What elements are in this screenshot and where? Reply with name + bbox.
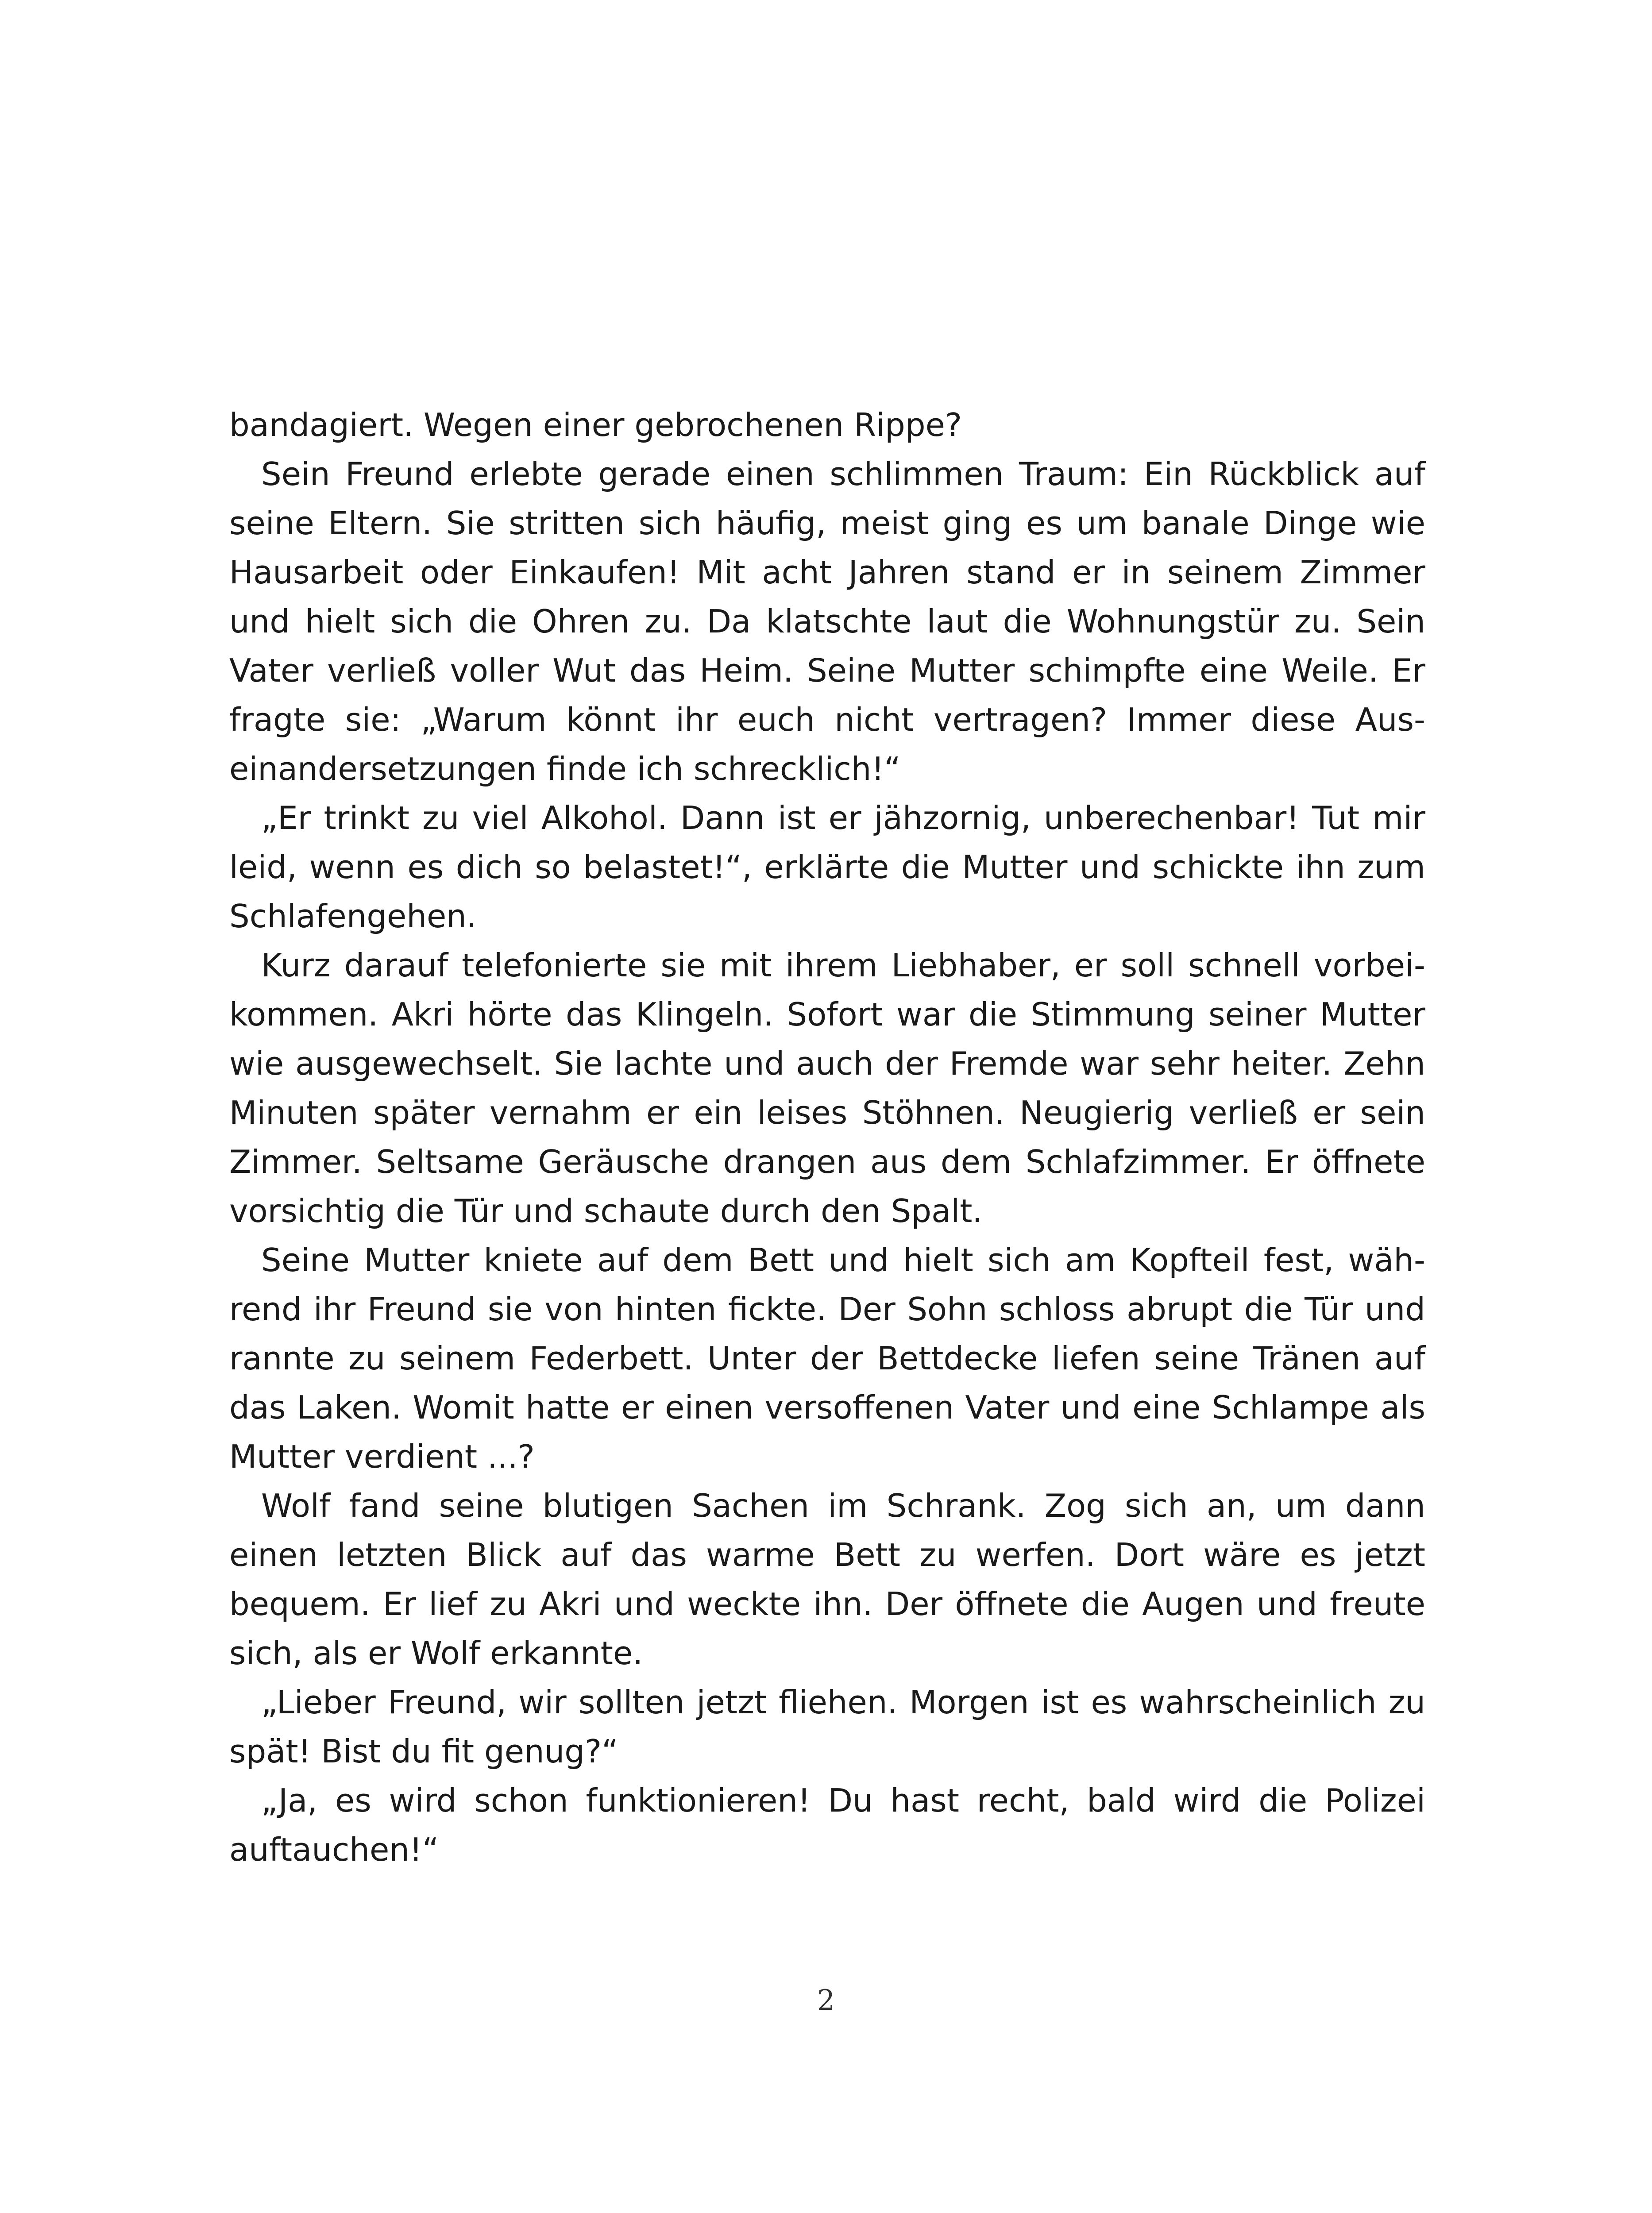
paragraph: bandagiert. Wegen einer gebrochenen Rippe? <box>229 406 962 443</box>
paragraph: Sein Freund erlebte gerade einen schlimmen Traum: Ein Rückblick auf seine Eltern. Sie stritten sich häufig, meist ging es um banale Dinge wie Hausarbeit oder Einkaufen! Mit acht Jahren stand er in seinem Zimmer und hielt sich die Ohren zu. Da klatschte laut die Wohnungstür zu. Sein Vater verließ voller Wut das Heim. Seine Mutter schimpfte eine Weile. Er fragte sie: „Warum könnt ihr euch nicht vertragen? Immer diese Auseinandersetzungen finde ich schrecklich!“ <box>229 455 1425 787</box>
paragraph: Wolf fand seine blutigen Sachen im Schrank. Zog sich an, um dann einen letzten Blick auf das warme Bett zu werfen. Dort wäre es jetzt bequem. Er lief zu Akri und weckte ihn. Der öffnete die Augen und freute sich, als er Wolf erkannte. <box>229 1487 1425 1672</box>
paragraph: Kurz darauf telefonierte sie mit ihrem Liebhaber, er soll schnell vorbeikommen. Akri hörte das Klingeln. Sofort war die Stimmung seiner Mutter wie ausgewechselt. Sie lachte und auch der Fremde war sehr heiter. Zehn Minuten später vernahm er ein leises Stöhnen. Neugierig verließ er sein Zimmer. Seltsame Geräusche drangen aus dem Schlafzimmer. Er öffnete vorsichtig die Tür und schaute durch den Spalt. <box>229 947 1425 1230</box>
paragraph: „Ja, es wird schon funktionieren! Du hast recht, bald wird die Polizei auftauchen!“ <box>229 1782 1425 1868</box>
paragraph: „Er trinkt zu viel Alkohol. Dann ist er jähzornig, unberechenbar! Tut mir leid, wenn es dich so belastet!“, erklärte die Mutter und schickte ihn zum Schlafengehen. <box>229 799 1425 935</box>
page-number: 2 <box>817 1984 835 2017</box>
paragraph: „Lieber Freund, wir sollten jetzt fliehen. Morgen ist es wahrscheinlich zu spät! Bist du fit genug?“ <box>229 1684 1425 1770</box>
body-text <box>229 401 1425 1874</box>
paragraph: Seine Mutter kniete auf dem Bett und hielt sich am Kopfteil fest, während ihr Freund sie von hinten fickte. Der Sohn schloss abrupt die Tür und rannte zu seinem Federbett. Unter der Bettdecke liefen seine Tränen auf das Laken. Womit hatte er einen versoffenen Vater und eine Schlampe als Mutter verdient ...? <box>229 1241 1425 1475</box>
